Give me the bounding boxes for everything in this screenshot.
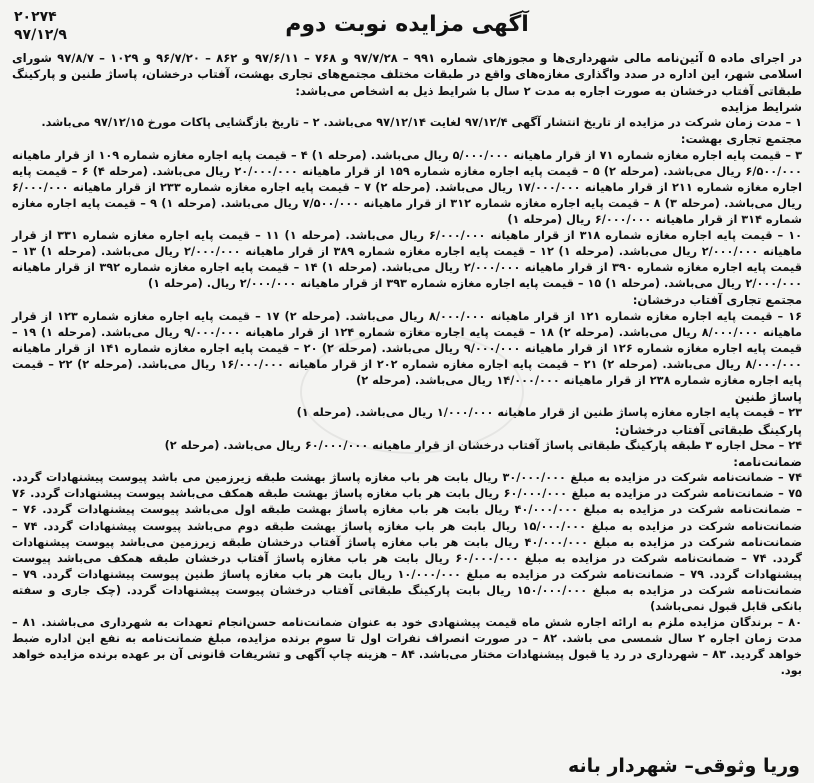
final-terms-text: ۸۰ – برندگان مزایده ملزم به ارائه اجاره شش ماه قیمت پیشنهادی خود به عنوان ضمانت‌نامه حسن‌انجام تعهدات به شهرداری می‌باشند. ۸۱ – مدت زمان اجاره ۲ سال شمسی می باشد. ۸۲ – در صورت انصراف نفرات اول تا سوم برنده مزایده، مبلغ ضمانت‌نامه به نفع این اداره ضبط خواهد گردید. ۸۳ – شهرداری در رد یا قبول پیشنهادات مختار می‌باشد. ۸۴ – هزینه چاپ آگهی و تشریفات قانونی آن بر عهده برنده مزایده خواهد بود. (12, 616, 802, 678)
intro-paragraph: در اجرای ماده ۵ آئین‌نامه مالی شهرداری‌ها و مجوزهای شماره ۹۹۱ – ۹۷/۷/۲۸ و ۷۶۸ – ۹۷/۶/۱۱ و ۸۶۲ – ۹۶/۷/۲۰ و ۱۰۲۹ – ۹۷/۸/۷ شورای اسلامی شهر، این اداره در صدد واگذاری مغازه‌های واقع در طبقات مختلف مجتمع‌های تجاری بهشت، آفتاب درخشان، پاساژ طنین و پارکینگ طبقاتی آفتاب درخشان به صورت اجاره به مدت ۲ سال با شرایط ذیل به اشخاص می‌باشد: (12, 51, 803, 98)
signature: وریا وثوقی– شهردار بانه (567, 755, 800, 777)
aftab-heading: مجتمع تجاری آفتاب درخشان: (632, 293, 802, 308)
parking-text: ۲۴ – محل اجاره ۳ طبقه پارکینگ طبقاتی پاساژ آفتاب درخشان از قرار ماهیانه ۶۰/۰۰۰/۰۰۰ ریال می‌باشد. (مرحله ۲) (164, 438, 802, 452)
behesht-text-continued: ۱۰ – قیمت پایه اجاره مغازه شماره ۳۱۸ از قرار ماهیانه ۶/۰۰۰/۰۰۰ ریال می‌باشد. (مرحله ۱) ۱۱ – قیمت پایه اجاره مغازه شماره ۳۳۱ از قرار ماهیانه ۲/۰۰۰/۰۰۰ ریال می‌باشد. (مرحله ۱) ۱۲ – قیمت پایه اجاره مغازه شماره ۳۸۹ از قرار ماهیانه ۲/۰۰۰/۰۰۰ ریال می‌باشد. (مرحله ۱) ۱۳ – قیمت پایه اجاره مغازه شماره ۳۹۰ از قرار ماهیانه ۲/۰۰۰/۰۰۰ ریال می‌باشد. (مرحله ۱) ۱۴ – قیمت پایه اجاره مغازه شماره ۳۹۲ از قرار ماهیانه ۲/۰۰۰/۰۰۰ ریال می‌باشد. (مرحله ۱) ۱۵ – قیمت پایه اجاره مغازه شماره ۳۹۳ از قرار ماهیانه ۲/۰۰۰/۰۰۰ ریال. (مرحله ۱) (12, 229, 802, 291)
conditions-text: ۱ – مدت زمان شرکت در مزایده از تاریخ انتشار آگهی ۹۷/۱۲/۴ لغایت ۹۷/۱۲/۱۴ می‌باشد. ۲ – تاریخ بازگشایی پاکات مورخ ۹۷/۱۲/۱۵ می‌باشد. (41, 116, 802, 130)
notice-date: ۹۷/۱۲/۹ (14, 27, 67, 43)
guarantee-heading: ضمانت‌نامه: (733, 454, 802, 469)
tanin-text: ۲۳ – قیمت پایه اجاره مغازه پاساژ طنین از قرار ماهیانه ۱/۰۰۰/۰۰۰ ریال می‌باشد. (مرحله ۱) (296, 406, 802, 420)
page-title: آگهی مزایده نوبت دوم (285, 12, 529, 37)
notice-code: ۲۰۲۷۴ (14, 9, 57, 25)
parking-heading: پارکینگ طبقاتی آفتاب درخشان: (614, 422, 802, 437)
header (12, 6, 802, 46)
behesht-text: ۳ – قیمت پایه اجاره مغازه شماره ۷۱ از قرار ماهیانه ۵/۰۰۰/۰۰۰ ریال می‌باشد. (مرحله ۱) ۴ – قیمت پایه اجاره مغازه شماره ۱۰۹ از قرار ماهیانه ۶/۵۰۰/۰۰۰ ریال می‌باشد. (مرحله ۲) ۵ – قیمت پایه اجاره مغازه شماره ۱۵۹ از قرار ماهیانه ۲۰/۰۰۰/۰۰۰ ریال می‌باشد. (مرحله ۴) ۶ – قیمت پایه اجاره مغازه شماره ۲۱۱ از قرار ماهیانه ۱۷/۰۰۰/۰۰۰ ریال می‌باشد. (مرحله ۲) ۷ – قیمت پایه اجاره مغازه شماره ۲۳۳ از قرار ماهیانه ۶/۰۰۰/۰۰۰ ریال می‌باشد. (مرحله ۳) ۸ – قیمت پایه اجاره مغازه شماره ۳۱۲ از قرار ماهیانه ۷/۵۰۰/۰۰۰ ریال می‌باشد. (مرحله ۱) ۹ – قیمت پایه اجاره مغازه شماره ۳۱۴ از قرار ماهیانه ۶/۰۰۰/۰۰۰ ریال (مرحله ۱) (12, 148, 803, 226)
tanin-heading: پاساژ طنین (734, 390, 802, 405)
aftab-text: ۱۶ – قیمت پایه اجاره مغازه شماره ۱۲۱ از قرار ماهیانه ۸/۰۰۰/۰۰۰ ریال می‌باشد. (مرحله ۲) ۱۷ – قیمت پایه اجاره مغازه شماره ۱۲۳ از قرار ماهیانه ۸/۰۰۰/۰۰۰ ریال می‌باشد. (مرحله ۲) ۱۸ – قیمت پایه اجاره مغازه شماره ۱۲۴ از قرار ماهیانه ۹/۰۰۰/۰۰۰ ریال می‌باشد. (مرحله ۱) ۱۹ – قیمت پایه اجاره مغازه شماره ۱۲۶ از قرار ماهیانه ۹/۰۰۰/۰۰۰ ریال می‌باشد. (مرحله ۲) ۲۰ – قیمت پایه اجاره مغازه شماره ۱۴۱ از قرار ماهیانه ۸/۰۰۰/۰۰۰ ریال می‌باشد. (مرحله ۲) ۲۱ – قیمت پایه اجاره مغازه شماره ۲۰۲ از قرار ماهیانه ۱۶/۰۰۰/۰۰۰ ریال می‌باشد. (مرحله ۲) ۲۲ – قیمت پایه اجاره مغازه شماره ۲۳۸ از قرار ماهیانه ۱۴/۰۰۰/۰۰۰ ریال می‌باشد. (مرحله ۲) (12, 309, 802, 388)
guarantee-text: ۷۴ – ضمانت‌نامه شرکت در مزایده به مبلغ ۳۰/۰۰۰/۰۰۰ ریال بابت هر باب مغازه پاساژ بهشت طبقه زیرزمین می باشد پیوست پیشنهادات گردد. ۷۵ – ضمانت‌نامه شرکت در مزایده به مبلغ ۶۰/۰۰۰/۰۰۰ ریال بابت هر باب مغازه پاساژ بهشت طبقه همکف می‌باشد پیوست پیشنهادات گردد. ۷۶ – ضمانت‌نامه شرکت در مزایده به مبلغ ۴۰/۰۰۰/۰۰۰ ریال بابت هر باب مغازه پاساژ بهشت طبقه اول می‌باشد پیوست پیشنهادات گردد. ۷۶ – ضمانت‌نامه شرکت در مزایده به مبلغ ۱۵/۰۰۰/۰۰۰ ریال بابت هر باب مغازه پاساژ بهشت طبقه دوم می‌باشد پیوست پیشنهادات گردد. ۷۴ – ضمانت‌نامه شرکت در مزایده به مبلغ ۴۰/۰۰۰/۰۰۰ ریال بابت هر باب مغازه پاساژ آفتاب درخشان طبقه زیرزمین می‌باشد پیوست پیشنهادات گردد. ۷۴ – ضمانت‌نامه شرکت در مزایده به مبلغ ۶۰/۰۰۰/۰۰۰ ریال بابت هر باب مغازه پاساژ آفتاب درخشان طبقه همکف می‌باشد پیوست پیشنهادات گردد. ۷۹ – ضمانت‌نامه شرکت در مزایده به مبلغ ۱۰/۰۰۰/۰۰۰ ریال بابت هر باب مغازه پاساژ طنین پیوست پیشنهادات گردد. ۷۹ – ضمانت‌نامه شرکت در مزایده به مبلغ ۱۵۰/۰۰۰/۰۰۰ ریال بابت پارکینگ طبقاتی آفتاب درخشان پیوست پیشنهادات گردد. (چک جاری و سفته بانکی قابل قبول نمی‌باشد) (12, 471, 802, 614)
conditions-heading: شرایط مزایده (720, 99, 802, 114)
behesht-heading: مجتمع تجاری بهشت: (680, 132, 802, 147)
